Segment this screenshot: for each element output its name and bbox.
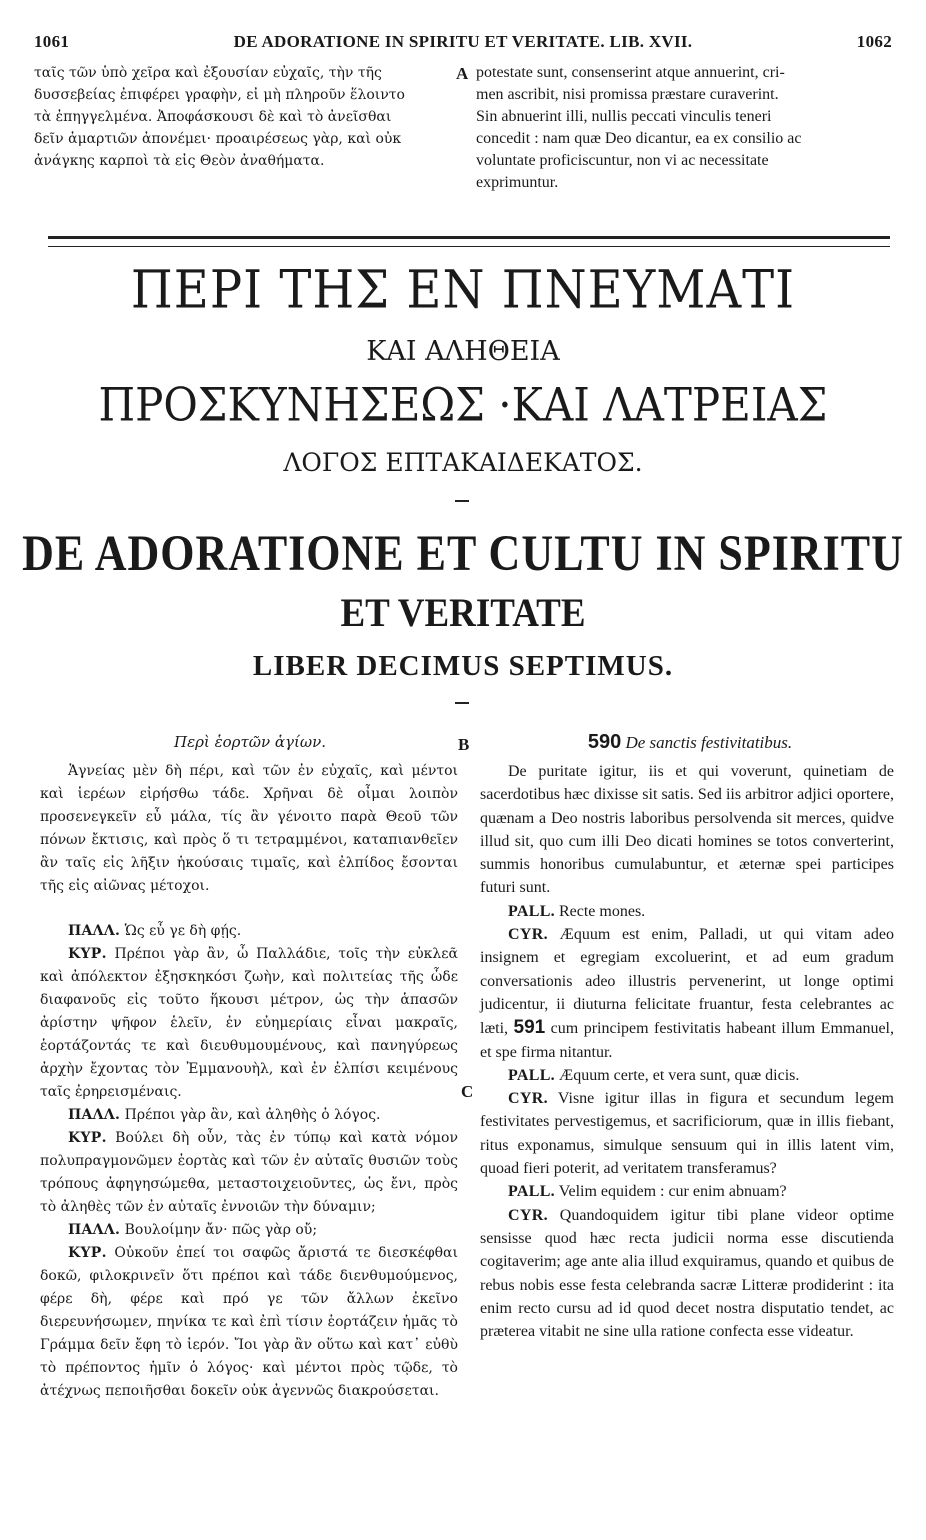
speaker-pall: PALL. <box>508 1183 555 1201</box>
column-number: 591 <box>513 1017 546 1039</box>
column-number: 590 <box>587 731 622 753</box>
running-title: DE ADORATIONE IN SPIRITU ET VERITATE. LIB. XVII. <box>233 32 693 51</box>
greek-subhead: Περὶ ἑορτῶν ἁγίων. <box>173 733 326 751</box>
left-page-number: 1061 <box>34 32 70 51</box>
speaker-cyr: CYR. <box>508 1090 548 1108</box>
margin-letter-c: C <box>461 1082 474 1101</box>
greek-body-column <box>40 760 458 1403</box>
latin-line: potestate sunt, consenserint atque annuerint, cri- <box>476 64 785 81</box>
speech-text: Οὐκοῦν ἐπεί τοι σαφῶς ἄριστά τε διεσκέφθαι δοκῶ, φιλοκρινεῖν ὅτι πρέποι καὶ τάδε διενθυμούμενος, φέρε δὴ, φέρε καὶ πρό γε τῶν ἄλλων ἐκεῖνο διερευνήσωμεν, πηνίκα τε καὶ ἐπὶ τίσιν ἑορτάζειν ἡμᾶς τὸ Γράμμα δεῖν ἔφη τὸ ἱερόν. Ἴοι γὰρ ἂν οὕτω καὶ κατ᾽ εὐθὺ τὸ πρέποντος ἡμῖν ὁ λόγος· καὶ μέντοι πρὸς τῷδε, τὸ ἀτέχνως πεποιῆσθαι δοκεῖν οὐκ ἀγεννῶς διακρούσεται. <box>40 1245 458 1399</box>
latin-line: men ascribit, nisi promissa præstare curaverint. <box>476 86 779 103</box>
greek-title-line-3: ΠΡΟΣΚΥΝΗΣΕΩΣ ·ΚΑΙ ΛΑΤΡΕΙΑΣ <box>98 377 828 432</box>
greek-line: δυσσεβείας ἐπιφέρει γραφὴν, εἰ μὴ πληροῦν ἕλοιντο <box>34 87 405 103</box>
speech-text: Πρέποι γὰρ ἂν, καὶ ἀληθὴς ὁ λόγος. <box>120 1107 381 1123</box>
speech-text: Ὡς εὖ γε δὴ φῄς. <box>120 923 242 939</box>
speaker-cyr: CYR. <box>508 1206 548 1224</box>
latin-paragraph <box>480 923 894 1064</box>
greek-line: ἀνάγκης καρποὶ τὰ εἰς Θεὸν ἀναθήματα. <box>34 153 325 169</box>
latin-paragraph <box>480 900 894 923</box>
latin-title-line-1: DE ADORATIONE ET CULTU IN SPIRITU <box>22 525 904 582</box>
latin-subhead <box>480 731 900 754</box>
top-greek-column <box>34 62 454 172</box>
greek-line: τὰ ἐπηγγελμένα. Ἀποφάσκουσι δὲ καὶ τὸ ἀνεῖσθαι <box>34 109 392 125</box>
speaker-pall: ΠΑΛΛ. <box>68 1222 121 1238</box>
greek-line: ταῖς τῶν ὑπὸ χεῖρα καὶ ἐξουσίαν εὐχαῖς, τὴν τῆς <box>34 65 382 81</box>
greek-paragraph: Ἁγνείας μὲν δὴ πέρι, καὶ τῶν ἐν εὐχαῖς, καὶ μέντοι καὶ ἱερέων εἰρήσθω τάδε. Χρῆναι δὲ οἶμαι λοιπὸν προσενεγκεῖν εὖ μάλα, τίς ἂν γένοιτο παρὰ Θεοῦ τῶν πόνων ἔκτισις, καὶ πρὸς ὅ τι τετραμμένοι, καταπιανθεῖεν ἂν ταῖς εἰς λῆξιν ἡκούσαις τιμαῖς, καὶ ἐλπίδος ἔσονται τῆς εἰς αἰῶνας μέτοχοι. <box>40 763 458 894</box>
speaker-cyr: ΚΥΡ. <box>68 1245 107 1261</box>
running-head <box>34 32 892 56</box>
speaker-pall: PALL. <box>508 902 555 920</box>
speech-text: Βουλοίμην ἄν· πῶς γὰρ οὔ; <box>120 1222 318 1238</box>
margin-letter-b: B <box>458 735 470 754</box>
latin-paragraph: De puritate igitur, iis et qui voverunt, quinetiam de sacerdotibus hæc dixisse sit satis. Sed iis arbitror adjici oportere, quænam a Deo nostris laboribus persolvenda sit merces, quidve illud sit, quo cum illi Deo dicati homines se totos converterint, summis honoribus cumulabuntur, et æternæ spei participes futuri sunt. <box>480 763 894 897</box>
speech-text: Æquum certe, et vera sunt, quæ dicis. <box>554 1066 800 1084</box>
speech-text: Æquum est enim, Palladi, ut qui vitam adeo insignem et egregiam excoluerint, et ad eum gradum conversationis adeo illustris pervenerint, ut longe optimi judicentur, ii diuturna felicitate fruantur, festa celebrantes ac læti, <box>480 926 894 1038</box>
speech-text: cum principem festivitatis habeant illum Emmanuel, et spe firma nitantur. <box>480 1020 894 1061</box>
greek-paragraph <box>40 1219 458 1242</box>
latin-paragraph <box>480 1180 894 1203</box>
right-page-number: 1062 <box>856 32 892 51</box>
latin-paragraph <box>480 1064 894 1087</box>
speech-text: Recte mones. <box>554 902 646 920</box>
greek-paragraph <box>40 920 458 943</box>
speaker-pall: ΠΑΛΛ. <box>68 923 121 939</box>
latin-paragraph <box>480 1087 894 1180</box>
paragraph-gap <box>40 898 458 920</box>
greek-title-line-2: ΚΑΙ ΑΛΗΘΕΙΑ <box>366 336 560 367</box>
section-divider-rule <box>48 236 890 247</box>
margin-letter-a: A <box>456 64 469 83</box>
latin-subhead-text: De sanctis festivitatibus. <box>625 733 793 752</box>
speech-text: Quandoquidem igitur tibi plane videor optime sensisse quod hæc recta judicii norma esse discutienda cogitaverim; age ante alia illud exquiramus, quando et quibus de rebus nobis esse festa celebranda sacræ Litteræ prodiderint : ita enim recto cursu ad id quod decet nostra disputatio tendet, ac præterea vitabit ne sine ulla ratione confecta esse videatur. <box>480 1206 894 1341</box>
top-latin-column <box>476 62 892 194</box>
latin-title-line-2: ET VERITATE <box>340 590 586 637</box>
latin-body-column <box>480 760 894 1343</box>
greek-paragraph <box>40 1104 458 1127</box>
greek-line: δεῖν ἁμαρτιῶν ἀπονέμει· προαιρέσεως γὰρ, καὶ οὐκ <box>34 131 402 147</box>
speech-text: Βούλει δὴ οὖν, τὰς ἐν τύπῳ καὶ κατὰ νόμον πολυπραγμονῶμεν ἑορτὰς καὶ τῶν ἐν αὐταῖς θυσιῶν τοὺς τρόπους ἀφηγησώμεθα, μεταστοιχειοῦντες, ὡς ἔνι, πρὸς τὸ ἀληθὲς τῶν ἐν αὐταῖς ἐννοιῶν τὴν δύναμιν; <box>40 1130 458 1215</box>
latin-line: Sin abnuerint illi, nullis peccati vinculis teneri <box>476 108 772 125</box>
latin-line: concedit : nam quæ Deo dicantur, ea ex consilio ac <box>476 130 802 147</box>
speaker-cyr: ΚΥΡ. <box>68 1130 107 1146</box>
latin-title-line-3: LIBER DECIMUS SEPTIMUS. <box>252 650 674 682</box>
greek-paragraph <box>40 943 458 1104</box>
latin-line: exprimuntur. <box>476 174 559 191</box>
greek-paragraph <box>40 1127 458 1219</box>
speech-text: Πρέποι γὰρ ἂν, ὦ Παλλάδιε, τοῖς τὴν εὐκλεᾶ καὶ ἀπόλεκτον ἐξησκηκόσι ζωὴν, καὶ πολιτείας τῆς ὧδε διαφανοῦς εἰς τοῦτο ἥκουσι μέτρον, ὡς τὴν ἁπασῶν ἀρίστην ψῆφον ἑλεῖν, ἐν εὐημερίαις εἶναι μακραῖς, ἑορτάζοντάς τε καὶ διευθυμουμένους, καὶ πανηγύρεως ἀρχὴν ἔχοντας τὸν Ἐμμανουὴλ, καὶ ἐν ἐλπίσι κειμένους ταῖς ἐρηρεισμέναις. <box>40 946 458 1100</box>
speaker-pall: PALL. <box>508 1066 555 1084</box>
speech-text: Velim equidem : cur enim abnuam? <box>554 1183 787 1201</box>
greek-title-line-4: ΛΟΓΟΣ ΕΠΤΑΚΑΙΔΕΚΑΤΟΣ. <box>283 448 643 477</box>
title-dash <box>455 500 469 502</box>
speech-text: Visne igitur illas in figura et secundum legem festivitates pervestigemus, et sacrificiorum, quæ in illis fiebant, ritus exponamus, simulque sensuum qui in illis latent vim, quoad fieri poterit, ad veritatem transferamus? <box>480 1090 894 1178</box>
latin-paragraph <box>480 1204 894 1344</box>
speaker-pall: ΠΑΛΛ. <box>68 1107 121 1123</box>
title-dash <box>455 702 469 704</box>
greek-paragraph <box>40 1242 458 1403</box>
latin-line: voluntate proficiscuntur, non vi ac necessitate <box>476 152 769 169</box>
speaker-cyr: ΚΥΡ. <box>68 946 107 962</box>
speaker-cyr: CYR. <box>508 926 548 944</box>
greek-title-line-1: ΠΕΡΙ ΤΗΣ ΕΝ ΠΝΕΥΜΑΤΙ <box>130 259 796 321</box>
